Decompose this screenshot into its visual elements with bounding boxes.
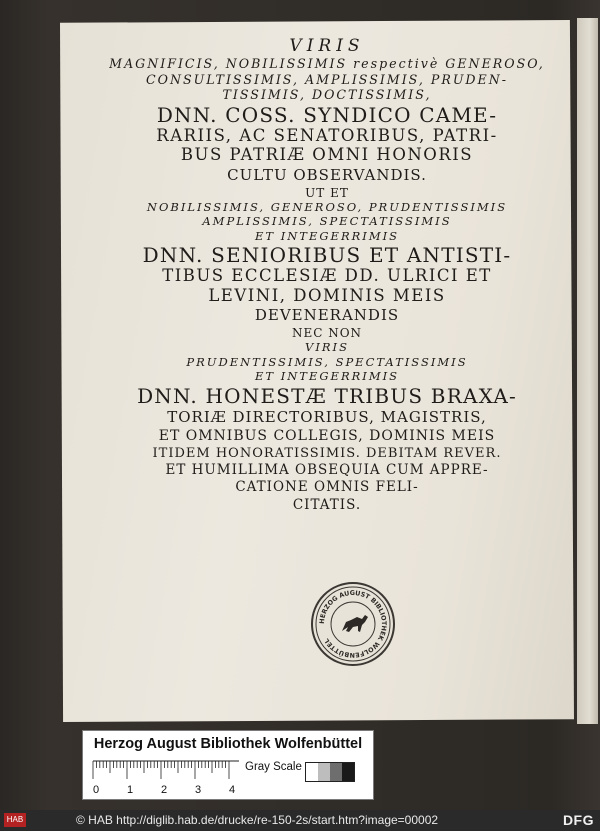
doc-line: CULTU OBSERVANDIS. bbox=[227, 165, 427, 184]
doc-line: RARIIS, AC SENATORIBUS, PATRI- bbox=[156, 125, 498, 145]
doc-line: AMPLISSIMIS, SPECTATISSIMIS bbox=[202, 214, 452, 229]
doc-line: VIRIS bbox=[305, 340, 349, 355]
doc-line: NEC NON bbox=[291, 326, 363, 341]
doc-line: DNN. HONESTÆ TRIBUS BRAXA- bbox=[137, 383, 517, 408]
doc-line: UT ET bbox=[305, 185, 349, 200]
doc-line: DNN. SENIORIBUS ET ANTISTI- bbox=[142, 243, 512, 268]
footer-bar bbox=[0, 810, 600, 831]
gray-swatch bbox=[342, 763, 354, 781]
ruler-number: 1 bbox=[127, 784, 134, 796]
ruler-number: 2 bbox=[161, 784, 168, 796]
footer-copyright-url[interactable]: © HAB http://diglib.hab.de/drucke/re-150-2s/start.htm?image=00002 bbox=[76, 813, 439, 827]
svg-text:HERZOG AUGUST BIBLIOTHEK WOLFE: HERZOG AUGUST BIBLIOTHEK WOLFENBÜTTEL bbox=[317, 588, 389, 660]
dedication-text bbox=[92, 38, 562, 512]
library-name: Herzog August Bibliothek Wolfenbüttel bbox=[93, 736, 363, 752]
doc-line: CATIONE OMNIS FELI- bbox=[235, 479, 419, 496]
gray-swatch bbox=[330, 763, 342, 781]
doc-line: TISSIMIS, DOCTISSIMIS, bbox=[222, 87, 432, 103]
adjacent-page-edge bbox=[577, 18, 598, 724]
horse-icon bbox=[313, 584, 393, 664]
gray-swatch bbox=[306, 763, 318, 781]
doc-line: NOBILISSIMIS, GENEROSO, PRUDENTISSIMIS bbox=[146, 199, 508, 214]
doc-line: DNN. COSS. SYNDICO CAME- bbox=[156, 102, 498, 127]
doc-line: VIRIS bbox=[289, 36, 365, 56]
ruler-number: 0 bbox=[93, 784, 100, 796]
library-label-card bbox=[82, 730, 374, 800]
doc-line: ET INTEGERRIMIS bbox=[254, 228, 400, 243]
doc-line: PRUDENTISSIMIS, SPECTATISSIMIS bbox=[186, 354, 468, 369]
doc-line: LEVINI, DOMINIS MEIS bbox=[208, 285, 446, 305]
doc-line: ET INTEGERRIMIS bbox=[254, 369, 400, 384]
ruler-ticks bbox=[93, 761, 229, 779]
gray-scale-label: Gray Scale bbox=[245, 761, 302, 773]
doc-line: BUS PATRIÆ OMNI HONORIS bbox=[180, 145, 474, 165]
library-stamp bbox=[311, 582, 395, 666]
ruler-number: 4 bbox=[229, 784, 236, 796]
doc-line: MAGNIFICIS, NOBILISSIMIS respectivè GENEROSO, bbox=[109, 56, 545, 71]
doc-line: CONSULTISSIMIS, AMPLISSIMIS, PRUDEN- bbox=[146, 71, 508, 87]
doc-line: TORIÆ DIRECTORIBUS, MAGISTRIS, bbox=[167, 407, 487, 426]
doc-line: TIBUS ECCLESIÆ DD. ULRICI ET bbox=[162, 266, 492, 286]
doc-line: CITATIS. bbox=[292, 496, 362, 513]
doc-line: ET HUMILLIMA OBSEQUIA CUM APPRE- bbox=[165, 461, 489, 478]
doc-line: ITIDEM HONORATISSIMIS. DEBITAM REVER. bbox=[152, 445, 502, 461]
doc-line: ET OMNIBUS COLLEGIS, DOMINIS MEIS bbox=[158, 427, 496, 444]
dfg-logo: DFG bbox=[562, 812, 594, 828]
hab-logo: HAB bbox=[4, 813, 26, 827]
ruler-number: 3 bbox=[195, 784, 202, 796]
scale-ruler bbox=[91, 759, 241, 797]
gray-scale-swatches bbox=[305, 762, 355, 782]
doc-line: DEVENERANDIS bbox=[254, 306, 400, 325]
gray-swatch bbox=[318, 763, 330, 781]
